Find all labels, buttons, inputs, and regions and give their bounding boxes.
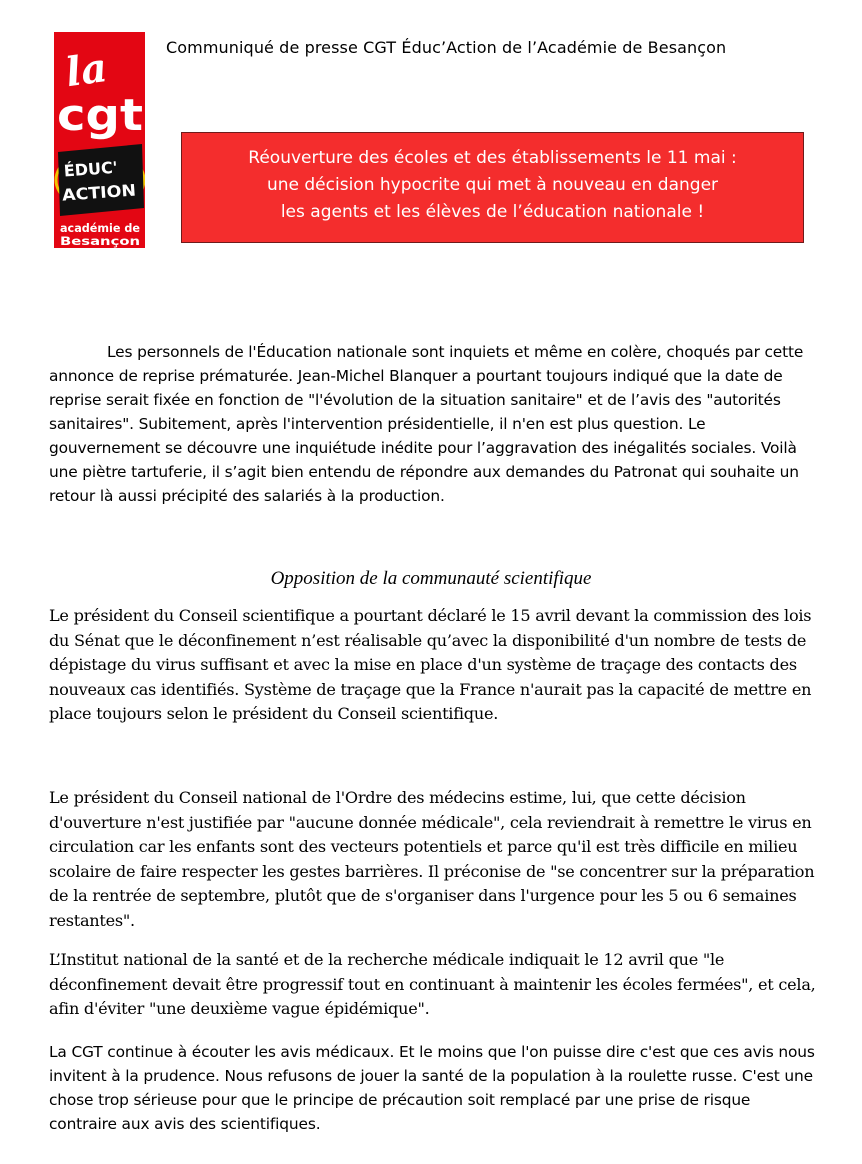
headline-banner bbox=[181, 132, 804, 243]
logo-cgt-text: cgt bbox=[57, 90, 143, 141]
headline-line-2: une décision hypocrite qui met à nouveau en danger bbox=[266, 175, 719, 195]
paragraph-inserm: L’Institut national de la santé et de la recherche médicale indiquait le 12 avril que "le déconfinement devait être progressif tout en continuant à maintenir les écoles fermées", et cela, afin d'éviter "une deuxième vague épidémique". bbox=[49, 950, 816, 1018]
logo-action-text: ACTION bbox=[61, 180, 131, 205]
cgt-educ-action-logo bbox=[54, 32, 145, 248]
intro-paragraph: Les personnels de l'Éducation nationale sont inquiets et même en colère, choqués par cette annonce de reprise prématurée. Jean-Michel Blanquer a pourtant toujours indiqué que la date de reprise serait fixée en fonction de "l'évolution de la situation sanitaire" et de l’avis des "autorités sanitaires". Subitement, après l'intervention présidentielle, il n'en est plus question. Le gouvernement se découvre une inquiétude inédite pour l’aggravation des inégalités sociales. Voilà une piètre tartuferie, il s’agit bien entendu de répondre aux demandes du Patronat qui souhaite un retour là aussi précipité des salariés à la production. bbox=[49, 343, 804, 505]
paragraph-conseil-scientifique: Le président du Conseil scientifique a pourtant déclaré le 15 avril devant la commission des lois du Sénat que le déconfinement n’est réalisable qu’avec la disponibilité d'un nombre de tests de dépistage du virus suffisant et avec la mise en place d'un système de traçage des contacts des nouveaux cas identifiés. Système de traçage que la France n'aurait pas la capacité de mettre en place toujours selon le président du Conseil scientifique. bbox=[49, 606, 812, 723]
press-release-title: Communiqué de presse CGT Éduc’Action de l’Académie de Besançon bbox=[166, 38, 727, 57]
paragraph-ordre-medecins: Le président du Conseil national de l'Ordre des médecins estime, lui, que cette décision d'ouverture n'est justifiée par "aucune donnée médicale", cela reviendrait à remettre le virus en circulation car les enfants sont des vecteurs potentiels et parce qu'il est très difficile en milieu scolaire de faire respecter les gestes barrières. Il préconise de "se concentrer sur la préparation de la rentrée de septembre, plutôt que de s'organiser dans l'urgence pour les 5 ou 6 semaines restantes". bbox=[49, 788, 815, 930]
logo-academie-text: académie de bbox=[60, 221, 141, 235]
headline-line-3: les agents et les élèves de l’éducation nationale ! bbox=[280, 202, 705, 222]
logo-la-text: la bbox=[62, 44, 110, 97]
section-subheading: Opposition de la communauté scientifique bbox=[270, 568, 592, 589]
headline-line-1: Réouverture des écoles et des établissements le 11 mai : bbox=[248, 148, 737, 168]
conclusion-paragraph: La CGT continue à écouter les avis médicaux. Et le moins que l'on puisse dire c'est que ces avis nous invitent à la prudence. Nous refusons de jouer la santé de la population à la roulette russe. C'est une chose trop sérieuse pour que le principe de précaution soit remplacé par une prise de risque contraire aux avis des scientifiques. bbox=[49, 1043, 815, 1133]
logo-educ-text: ÉDUC' bbox=[63, 157, 119, 181]
logo-besancon-text: Besançon bbox=[60, 234, 140, 248]
